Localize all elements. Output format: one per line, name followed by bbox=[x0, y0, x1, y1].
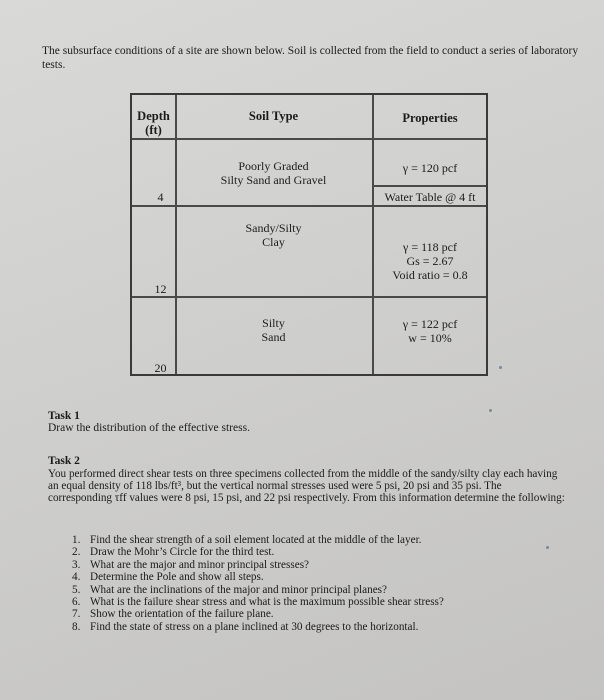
layer-divider bbox=[132, 296, 486, 298]
water-table-divider bbox=[372, 185, 486, 187]
question-number: 4. bbox=[72, 571, 81, 584]
question-text: Find the shear strength of a soil element located at the middle of the layer. bbox=[90, 534, 422, 546]
question-text: Draw the Mohr’s Circle for the third test. bbox=[90, 546, 275, 559]
list-item bbox=[72, 621, 552, 633]
question-number: 8. bbox=[72, 620, 81, 633]
layer-soil-type: Sandy/Silty Clay bbox=[245, 221, 302, 249]
list-item bbox=[72, 534, 552, 546]
stray-dot bbox=[489, 409, 492, 412]
layer-properties: γ = 118 pcf Gs = 2.67 Void ratio = 0.8 bbox=[392, 240, 468, 282]
list-item bbox=[72, 571, 552, 583]
question-text: What are the inclinations of the major and minor principal planes? bbox=[90, 583, 387, 596]
question-number: 2. bbox=[72, 546, 81, 559]
question-text: Find the state of stress on a plane inclined at 30 degrees to the horizontal. bbox=[90, 620, 419, 633]
stray-dot bbox=[499, 366, 502, 369]
header-soil-type: Soil Type bbox=[248, 109, 299, 123]
question-text: Determine the Pole and show all steps. bbox=[90, 571, 264, 584]
layer-soil-type: Silty Sand bbox=[261, 316, 286, 344]
soil-profile-table bbox=[130, 93, 488, 376]
question-number: 7. bbox=[72, 608, 81, 621]
question-number: 1. bbox=[72, 534, 81, 546]
depth-mark: 20 bbox=[154, 361, 167, 375]
water-table-note: Water Table @ 4 ft bbox=[384, 190, 476, 204]
list-item bbox=[72, 546, 552, 558]
question-text: Show the orientation of the failure plane. bbox=[90, 608, 274, 621]
layer-properties: γ = 122 pcf w = 10% bbox=[402, 317, 458, 345]
header-divider bbox=[132, 138, 486, 140]
question-list bbox=[72, 534, 552, 633]
stray-dot bbox=[546, 546, 549, 549]
question-text: What are the major and minor principal stresses? bbox=[90, 558, 310, 571]
list-item bbox=[72, 608, 552, 620]
depth-mark: 12 bbox=[154, 282, 167, 296]
layer-divider bbox=[132, 205, 486, 207]
intro-text: The subsurface conditions of a site are shown below. Soil is collected from the field to conduct a series of laboratory tests. bbox=[42, 45, 579, 71]
task1-title: Task 1 bbox=[48, 410, 80, 422]
task2-text: You performed direct shear tests on three specimens collected from the middle of the sandy/silty clay each having an equal density of 118 lbs/ft³, but the vertical normal stresses used were 5 psi, 20 psi and 35 psi. The corresponding τff values were 8 psi, 15 psi, and 22 psi respectively. From this information determine the following: bbox=[48, 468, 565, 504]
question-number: 6. bbox=[72, 596, 81, 609]
task1-text: Draw the distribution of the effective stress. bbox=[48, 422, 250, 434]
layer-properties: γ = 120 pcf bbox=[402, 161, 458, 175]
header-properties: Properties bbox=[402, 111, 458, 125]
question-number: 5. bbox=[72, 583, 81, 596]
header-depth: Depth (ft) bbox=[137, 109, 170, 137]
list-item bbox=[72, 596, 552, 608]
depth-mark: 4 bbox=[157, 190, 164, 204]
question-number: 3. bbox=[72, 558, 81, 571]
layer-soil-type: Poorly Graded Silty Sand and Gravel bbox=[220, 159, 327, 187]
question-text: What is the failure shear stress and what is the maximum possible shear stress? bbox=[90, 596, 444, 609]
list-item bbox=[72, 584, 552, 596]
list-item bbox=[72, 559, 552, 571]
task2-title: Task 2 bbox=[48, 455, 80, 467]
